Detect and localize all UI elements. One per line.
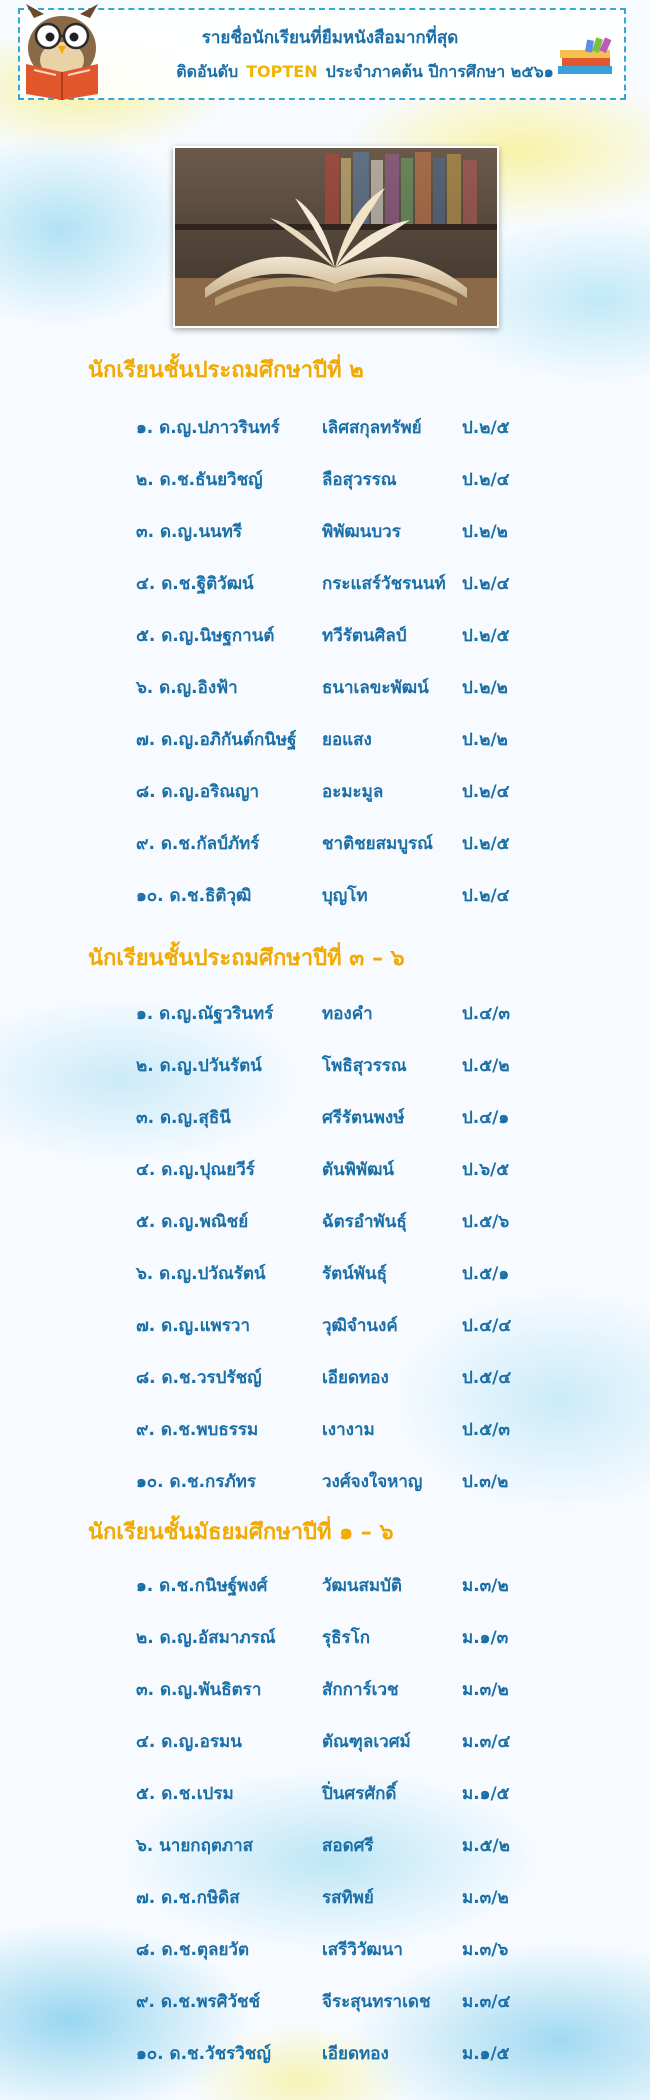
student-class: ม.๑/๕ [462,1784,510,1804]
student-class: ป.๔/๓ [462,1004,510,1024]
student-class: ม.๑/๓ [462,1628,509,1648]
student-surname: ลือสุวรรณ [322,470,397,490]
list-item [136,1676,556,1706]
student-class: ป.๒/๒ [462,730,508,750]
list-item [136,414,556,444]
student-name: ๑๐. ด.ช.ธิติวุฒิ [136,886,252,906]
student-class: ม.๓/๒ [462,1888,509,1908]
section-title-primary-2: นักเรียนชั้นประถมศึกษาปีที่ ๒ [88,358,364,383]
student-surname: ฉัตรอำพันธุ์ [322,1212,407,1232]
student-class: ป.๓/๒ [462,1472,509,1492]
student-surname: เงางาม [322,1420,375,1440]
student-surname: ทองคำ [322,1004,373,1024]
student-name: ๑. ด.ญ.ปภาวรินทร์ [136,418,280,438]
student-name: ๗. ด.ญ.อภิกันต์กนิษฐ์ [136,730,297,750]
student-surname: ตัณฑุลเวศม์ [322,1732,411,1752]
list-item [136,1728,556,1758]
student-class: ม.๓/๒ [462,1576,509,1596]
student-surname: กระแสร์วัชรนนท์ [322,574,446,594]
student-surname: เสรีวิวัฒนา [322,1940,403,1960]
student-surname: รัตน์พันธุ์ [322,1264,387,1284]
student-surname: เอียดทอง [322,1368,389,1388]
student-surname: ปิ่นศรศักดิ์ [322,1784,397,1804]
list-item [136,1572,556,1602]
student-surname: ยอแสง [322,730,372,750]
student-surname: ธนาเลขะพัฒน์ [322,678,429,698]
section-title-secondary-1-6: นักเรียนชั้นมัธยมศึกษาปีที่ ๑ – ๖ [88,1520,394,1545]
student-name: ๗. ด.ญ.แพรวา [136,1316,250,1336]
student-surname: สอดศรี [322,1836,374,1856]
student-class: ป.๒/๒ [462,522,508,542]
student-surname: รสทิพย์ [322,1888,374,1908]
student-name: ๘. ด.ญ.อริณญา [136,782,260,802]
student-class: ป.๕/๖ [462,1212,510,1232]
student-name: ๙. ด.ช.พรศิวัชช์ [136,1992,261,2012]
student-class: ป.๒/๔ [462,886,510,906]
student-name: ๔. ด.ญ.อรมน [136,1732,242,1752]
student-surname: บุญโท [322,886,368,906]
student-name: ๒. ด.ช.ธันยวิชญ์ [136,470,263,490]
list-item [136,2040,556,2070]
student-name: ๕. ด.ช.เปรม [136,1784,234,1804]
student-class: ม.๓/๖ [462,1940,509,1960]
list-item [136,1468,556,1498]
list-item [136,1416,556,1446]
list-item [136,622,556,652]
student-class: ป.๒/๕ [462,626,510,646]
student-surname: เอียดทอง [322,2044,389,2064]
page-title: รายชื่อนักเรียนที่ยืมหนังสือมากที่สุด [201,28,459,48]
list-item [136,1884,556,1914]
student-name: ๒. ด.ญ.ปวันรัตน์ [136,1056,262,1076]
list-item [136,1936,556,1966]
list-item [136,882,556,912]
student-name: ๑๐. ด.ช.วัชรวิชญ์ [136,2044,271,2064]
subtitle-suffix: ประจำภาคต้น ปีการศึกษา ๒๕๖๑ [325,62,554,81]
student-surname: อะมะมูล [322,782,384,802]
student-class: ป.๕/๒ [462,1056,510,1076]
student-name: ๙. ด.ช.กัลป์ภัทร์ [136,834,260,854]
student-class: ป.๒/๕ [462,834,510,854]
student-class: ป.๒/๔ [462,470,510,490]
student-surname: เลิศสกุลทรัพย์ [322,418,422,438]
list-item [136,1312,556,1342]
list-item [136,726,556,756]
student-name: ๒. ด.ญ.อัสมาภรณ์ [136,1628,276,1648]
student-name: ๗. ด.ช.กษิดิส [136,1888,240,1908]
student-class: ม.๕/๒ [462,1836,510,1856]
student-surname: โพธิสุวรรณ [322,1056,407,1076]
list-item [136,674,556,704]
student-class: ม.๑/๕ [462,2044,510,2064]
student-class: ม.๓/๔ [462,1732,511,1752]
student-name: ๖. นายกฤตภาส [136,1836,254,1856]
student-class: ม.๓/๒ [462,1680,509,1700]
student-class: ป.๒/๕ [462,418,510,438]
subtitle-highlight: TOPTEN [246,62,318,81]
list-item [136,570,556,600]
student-name: ๙. ด.ช.พบธรรม [136,1420,259,1440]
book-stack-icon [556,36,616,76]
student-name: ๓. ด.ญ.นนทรี [136,522,243,542]
student-class: ป.๒/๔ [462,782,510,802]
list-item [136,1156,556,1186]
list-item [136,830,556,860]
list-item [136,778,556,808]
student-name: ๘. ด.ช.ตุลยวัต [136,1940,249,1960]
subtitle-prefix: ติดอันดับ [176,62,239,81]
student-class: ป.๒/๒ [462,678,508,698]
list-item [136,1780,556,1810]
student-name: ๔. ด.ช.ฐิติวัฒน์ [136,574,254,594]
student-surname: พิพัฒนบวร [322,522,401,542]
list-item [136,518,556,548]
list-item [136,1988,556,2018]
page-subtitle [140,60,590,85]
student-name: ๖. ด.ญ.อิงฟ้า [136,678,238,698]
student-surname: ศรีรัตนพงษ์ [322,1108,405,1128]
student-name: ๕. ด.ญ.นิษฐกานต์ [136,626,275,646]
student-surname: จีระสุนทราเดช [322,1992,431,2012]
owl-reading-icon [12,4,112,100]
student-class: ป.๒/๔ [462,574,510,594]
student-name: ๔. ด.ญ.ปุณยวีร์ [136,1160,255,1180]
student-surname: วุฒิจำนงค์ [322,1316,398,1336]
student-class: ป.๖/๕ [462,1160,510,1180]
student-name: ๑. ด.ช.กนิษฐ์พงศ์ [136,1576,268,1596]
student-name: ๓. ด.ญ.พันธิตรา [136,1680,262,1700]
student-surname: วัฒนสมบัติ [322,1576,402,1596]
student-class: ป.๕/๓ [462,1420,510,1440]
student-name: ๑. ด.ญ.ณัฐวรินทร์ [136,1004,274,1024]
student-name: ๖. ด.ญ.ปวัณรัตน์ [136,1264,266,1284]
student-surname: ชาติชยสมบูรณ์ [322,834,433,854]
list-item [136,1832,556,1862]
list-item [136,466,556,496]
student-surname: ตันพิพัฒน์ [322,1160,395,1180]
list-item [136,1624,556,1654]
student-name: ๕. ด.ญ.พณิชย์ [136,1212,249,1232]
student-class: ม.๓/๔ [462,1992,511,2012]
student-surname: วงศ์จงใจหาญ [322,1472,423,1492]
student-surname: รุธิรโก [322,1628,371,1648]
student-class: ป.๔/๔ [462,1316,512,1336]
section-title-primary-3-6: นักเรียนชั้นประถมศึกษาปีที่ ๓ – ๖ [88,946,405,971]
list-item [136,1260,556,1290]
student-name: ๑๐. ด.ช.กรภัทร [136,1472,257,1492]
student-name: ๓. ด.ญ.สุธินี [136,1108,231,1128]
student-class: ป.๕/๑ [462,1264,510,1284]
list-item [136,1104,556,1134]
student-class: ป.๔/๑ [462,1108,510,1128]
list-item [136,1052,556,1082]
list-item [136,1364,556,1394]
list-item [136,1208,556,1238]
list-item [136,1000,556,1030]
student-surname: สักการ์เวช [322,1680,399,1700]
student-name: ๘. ด.ช.วรปรัชญ์ [136,1368,262,1388]
student-class: ป.๕/๔ [462,1368,512,1388]
open-book-photo [173,146,499,328]
student-surname: ทวีรัตนศิลป์ [322,626,407,646]
